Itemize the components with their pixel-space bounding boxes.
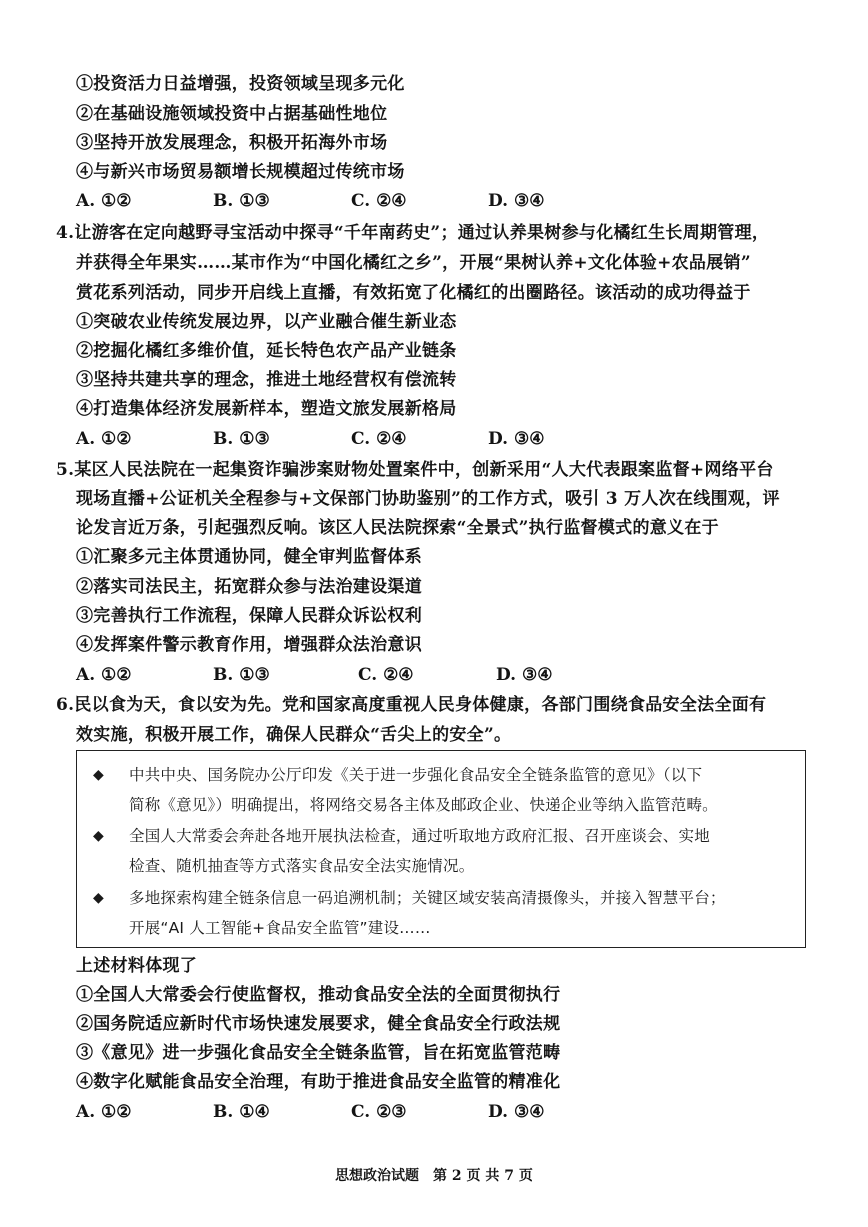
q5-stem-line-3: 论发言近万条，引起强烈反响。该区人民法院探索“全景式”执行监督模式的意义在于 xyxy=(76,518,719,538)
q6-material-box xyxy=(76,750,806,948)
q6-item-3: ③《意见》进一步强化食品安全全链条监管，旨在拓宽监管范畴 xyxy=(76,1043,561,1063)
q6-stem-line-2: 效实施，积极开展工作，确保人民群众“舌尖上的安全”。 xyxy=(76,725,512,745)
q6-lead: 上述材料体现了 xyxy=(76,956,198,976)
q5-item-2: ②落实司法民主，拓宽群众参与法治建设渠道 xyxy=(76,577,422,597)
material-3-line-1: 多地探索构建全链条信息一码追溯机制；关键区域安装高清摄像头，并接入智慧平台； xyxy=(129,889,726,907)
material-2-line-1: 全国人大常委会奔赴各地开展执法检查，通过听取地方政府汇报、召开座谈会、实地 xyxy=(129,827,710,845)
q3-option-b: B. ①③ xyxy=(213,191,270,211)
material-1-line-2: 简称《意见》）明确提出，将网络交易各主体及邮政企业、快递企业等纳入监管范畴。 xyxy=(129,796,718,814)
bullet-diamond-icon: ◆ xyxy=(93,828,104,844)
q4-option-c: C. ②④ xyxy=(351,429,407,449)
q5-option-a: A. ①② xyxy=(76,665,132,685)
q5-item-1: ①汇聚多元主体贯通协同，健全审判监督体系 xyxy=(76,547,422,567)
q3-item-4: ④与新兴市场贸易额增长规模超过传统市场 xyxy=(76,162,405,182)
q5-option-b: B. ①③ xyxy=(213,665,270,685)
q3-option-c: C. ②④ xyxy=(351,191,407,211)
q6-item-2: ②国务院适应新时代市场快速发展要求，健全食品安全行政法规 xyxy=(76,1014,561,1034)
q5-option-c: C. ②④ xyxy=(358,665,414,685)
q6-option-a: A. ①② xyxy=(76,1102,132,1122)
q4-option-d: D. ③④ xyxy=(488,429,545,449)
q6-option-c: C. ②③ xyxy=(351,1102,407,1122)
q5-stem-line-2: 现场直播+公证机关全程参与+文保部门协助鉴别”的工作方式，吸引 3 万人次在线围观，评 xyxy=(76,489,780,509)
q5-item-4: ④发挥案件警示教育作用，增强群众法治意识 xyxy=(76,635,422,655)
q4-stem-line-1: 4.让游客在定向越野寻宝活动中探寻“千年南药史”；通过认养果树参与化橘红生长周期管理， xyxy=(56,223,770,243)
q4-item-3: ③坚持共建共享的理念，推进土地经营权有偿流转 xyxy=(76,370,457,390)
q4-item-1: ①突破农业传统发展边界，以产业融合催生新业态 xyxy=(76,312,457,332)
q5-option-d: D. ③④ xyxy=(496,665,553,685)
q4-option-b: B. ①③ xyxy=(213,429,270,449)
q3-option-a: A. ①② xyxy=(76,191,132,211)
q4-option-a: A. ①② xyxy=(76,429,132,449)
material-2-line-2: 检查、随机抽查等方式落实食品安全法实施情况。 xyxy=(129,857,475,875)
q6-item-1: ①全国人大常委会行使监督权，推动食品安全法的全面贯彻执行 xyxy=(76,985,561,1005)
q6-option-d: D. ③④ xyxy=(488,1102,545,1122)
q4-stem-line-3: 赏花系列活动，同步开启线上直播，有效拓宽了化橘红的出圈路径。该活动的成功得益于 xyxy=(76,283,751,303)
q3-item-1: ①投资活力日益增强，投资领域呈现多元化 xyxy=(76,74,405,94)
q6-item-4: ④数字化赋能食品安全治理，有助于推进食品安全监管的精准化 xyxy=(76,1072,561,1092)
q3-option-d: D. ③④ xyxy=(488,191,545,211)
q5-item-3: ③完善执行工作流程，保障人民群众诉讼权利 xyxy=(76,606,422,626)
q3-item-2: ②在基础设施领域投资中占据基础性地位 xyxy=(76,104,388,124)
page-footer: 思想政治试题 第 2 页 共 7 页 xyxy=(335,1168,533,1184)
q4-stem-line-2: 并获得全年果实……某市作为“中国化橘红之乡”，开展“果树认养+文化体验+农品展销” xyxy=(76,253,751,273)
bullet-diamond-icon: ◆ xyxy=(93,890,104,906)
q4-item-4: ④打造集体经济发展新样本，塑造文旅发展新格局 xyxy=(76,399,457,419)
bullet-diamond-icon: ◆ xyxy=(93,767,104,783)
q5-stem-line-1: 5.某区人民法院在一起集资诈骗涉案财物处置案件中，创新采用“人大代表跟案监督+网络平台 xyxy=(56,460,774,480)
q6-option-b: B. ①④ xyxy=(213,1102,270,1122)
q6-stem-line-1: 6.民以食为天，食以安为先。党和国家高度重视人民身体健康，各部门围绕食品安全法全面有 xyxy=(56,695,767,715)
q3-item-3: ③坚持开放发展理念，积极开拓海外市场 xyxy=(76,133,388,153)
material-3-line-2: 开展“AI 人工智能+食品安全监管”建设…… xyxy=(129,919,431,937)
material-1-line-1: 中共中央、国务院办公厅印发《关于进一步强化食品安全全链条监管的意见》（以下 xyxy=(129,766,703,784)
q4-item-2: ②挖掘化橘红多维价值，延长特色农产品产业链条 xyxy=(76,341,457,361)
